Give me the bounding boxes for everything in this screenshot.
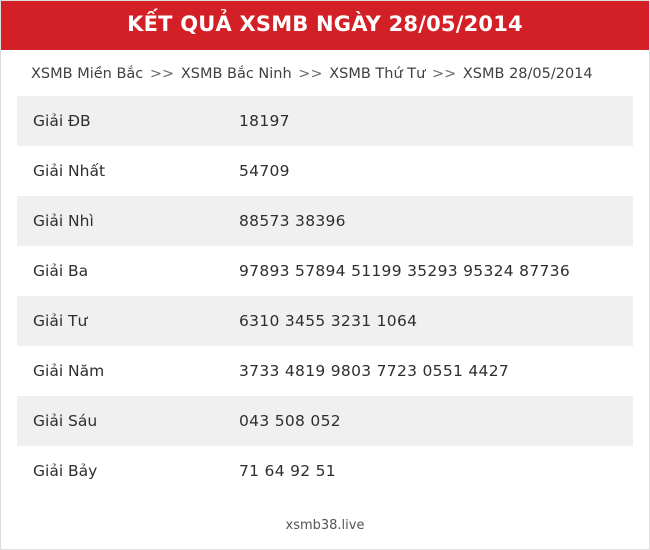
prize-label: Giải Ba [33, 262, 89, 281]
breadcrumb-separator: >> [149, 66, 175, 83]
table-row [17, 446, 633, 496]
prize-label: Giải Tư [17, 296, 223, 346]
table-row [17, 196, 633, 246]
table-row [17, 296, 633, 346]
prize-label: Giải Bảy [33, 462, 98, 481]
prize-label: Giải Sáu [17, 396, 223, 446]
prize-label: Giải Nhất [33, 162, 106, 181]
site-watermark: xsmb38.live [285, 518, 365, 533]
breadcrumb-item-region[interactable]: XSMB Miền Bắc [31, 66, 144, 83]
table-row [17, 246, 633, 296]
results-section [1, 96, 649, 504]
prize-numbers: 88573 38396 [223, 196, 633, 246]
prize-numbers: 97893 57894 51199 35293 95324 87736 [239, 262, 570, 281]
results-table [17, 96, 633, 496]
breadcrumb-item-province[interactable]: XSMB Bắc Ninh [180, 66, 292, 83]
breadcrumb-item-weekday[interactable]: XSMB Thứ Tư [329, 66, 426, 83]
prize-numbers: 3733 4819 9803 7723 0551 4427 [239, 362, 510, 381]
page-title: KẾT QUẢ XSMB NGÀY 28/05/2014 [1, 1, 649, 50]
prize-numbers: 043 508 052 [223, 396, 633, 446]
prize-numbers: 54709 [239, 162, 290, 181]
prize-numbers: 6310 3455 3231 1064 [223, 296, 633, 346]
prize-label: Giải Nhì [17, 196, 223, 246]
breadcrumb-separator: >> [298, 66, 323, 83]
breadcrumb-separator: >> [431, 66, 457, 83]
breadcrumb [1, 50, 649, 96]
table-row [17, 346, 633, 396]
breadcrumb-item-date[interactable]: XSMB 28/05/2014 [462, 66, 593, 83]
table-row [17, 396, 633, 446]
prize-numbers: 71 64 92 51 [239, 462, 336, 481]
table-row [17, 146, 633, 196]
prize-label: Giải Năm [33, 362, 105, 381]
prize-label: Giải ĐB [17, 96, 223, 146]
table-row [17, 96, 633, 146]
prize-numbers: 18197 [223, 96, 633, 146]
